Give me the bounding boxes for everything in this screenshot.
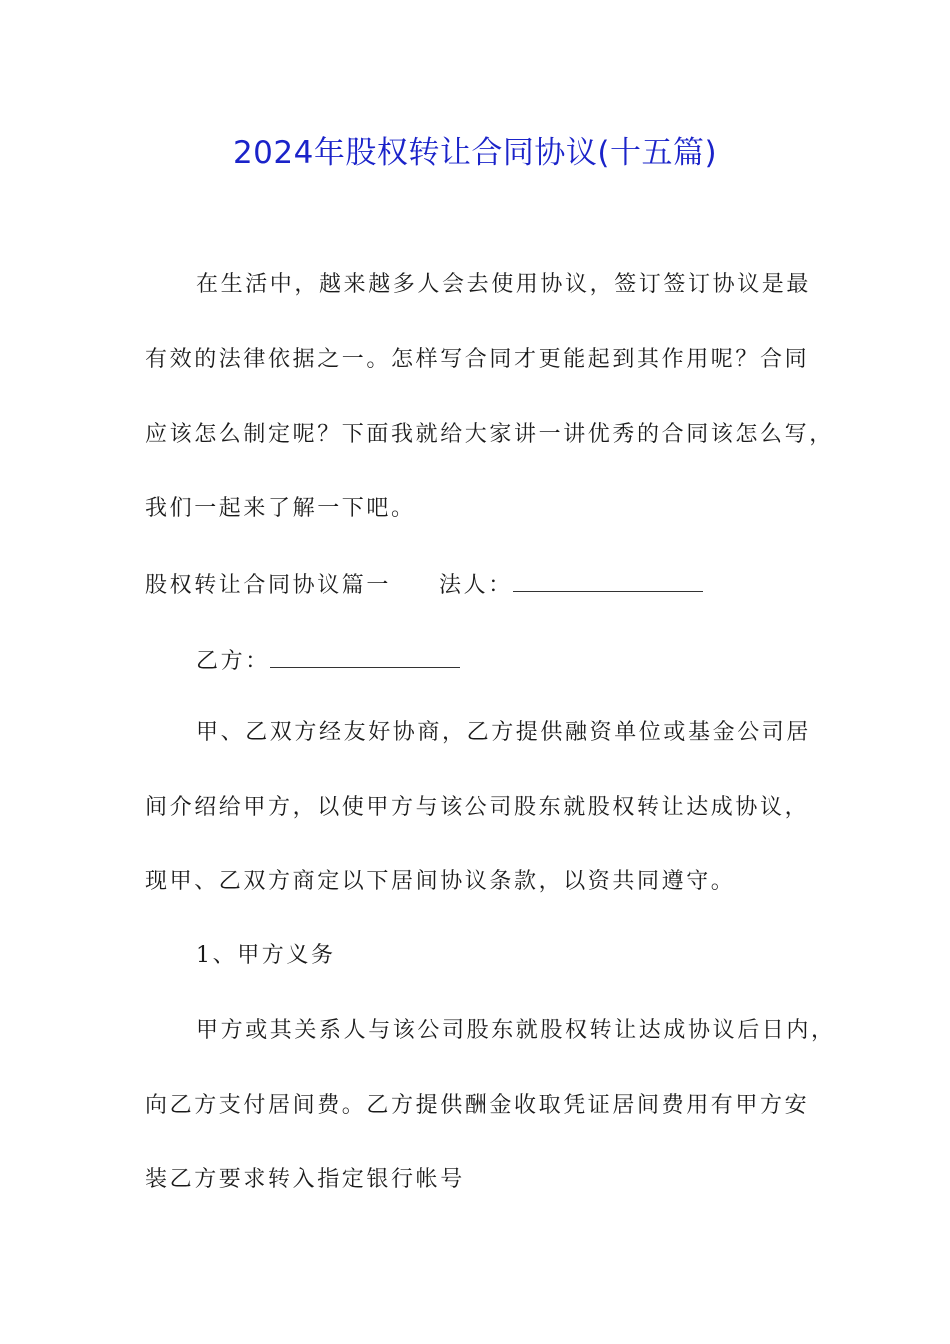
intro-line: 在生活中，越来越多人会去使用协议，签订签订协议是最 [196,272,812,297]
party-b-blank [270,645,460,668]
paragraph-line: 甲、乙双方经友好协商，乙方提供融资单位或基金公司居 [196,720,812,745]
legal-person-label: 法人： [439,573,513,598]
intro-line: 我们一起来了解一下吧。 [145,496,416,521]
section-heading-row [145,569,815,601]
intro-line: 有效的法律依据之一。怎样写合同才更能起到其作用呢？合同 [145,347,810,372]
party-b-row [196,645,866,677]
clause-body-line: 甲方或其关系人与该公司股东就股权转让达成协议后日内， [196,1018,836,1043]
paragraph-line: 现甲、乙双方商定以下居间协议条款，以资共同遵守。 [145,869,736,894]
party-b-label: 乙方： [196,649,270,674]
clause-heading: 1、甲方义务 [196,943,336,968]
clause-body-line: 装乙方要求转入指定银行帐号 [145,1167,465,1192]
intro-line: 应该怎么制定呢？下面我就给大家讲一讲优秀的合同该怎么写， [145,422,834,447]
section-heading: 股权转让合同协议篇一 [145,573,392,598]
paragraph-line: 间介绍给甲方，以使甲方与该公司股东就股权转让达成协议， [145,795,810,820]
document-title: 2024年股权转让合同协议(十五篇) [232,135,718,171]
clause-body-line: 向乙方支付居间费。乙方提供酬金收取凭证居间费用有甲方安 [145,1093,810,1118]
legal-person-blank [513,569,703,592]
